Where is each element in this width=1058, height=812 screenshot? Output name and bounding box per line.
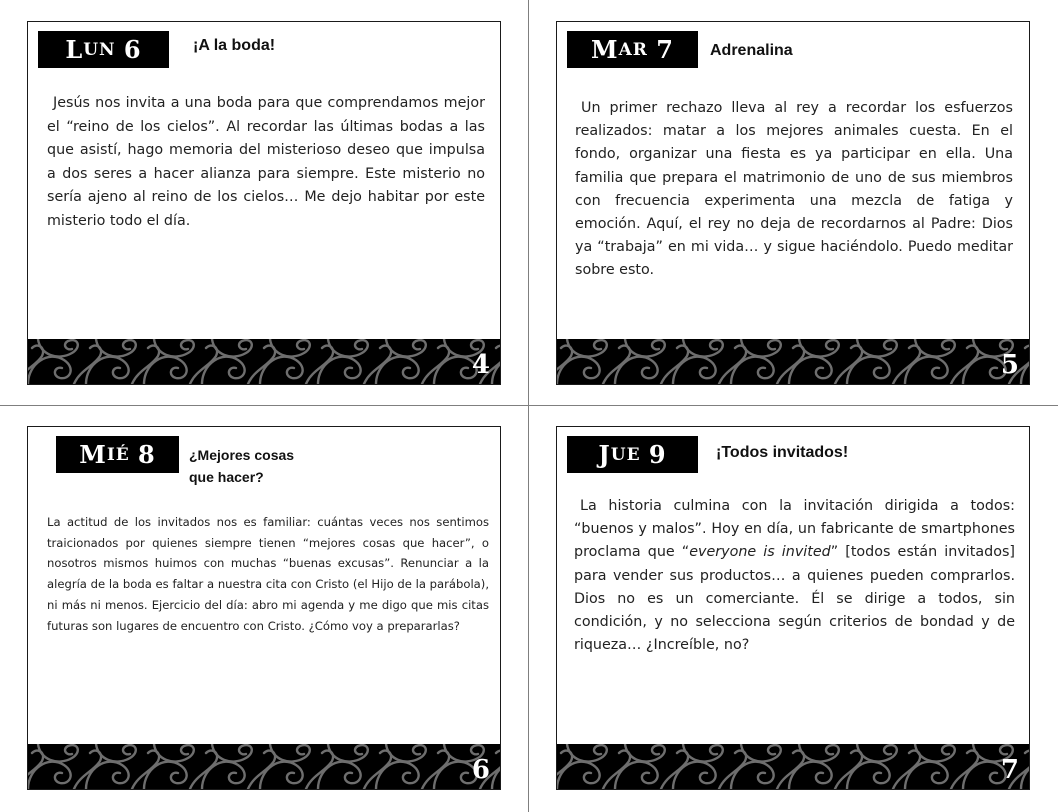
day-initial: J	[598, 440, 611, 469]
ornament-scroll	[905, 357, 948, 384]
card-text-content: Jesús nos invita a una boda para que comprendamos mejor el “reino de los cielos”. Al recordar las últimas bodas a las que asistí, hago memoria del misterioso deseo que impulsa a dos seres a hacer alianza para siempre. Este misterio no sería ajeno al reino de los cielos… Me dejo habitar por este misterio todo el día.	[47, 95, 485, 229]
ornament-scroll	[963, 762, 1006, 789]
card-title	[189, 444, 294, 488]
card-text-part-2: ” [todos están invitados] para vender sus productos… a quienes pueden comprarlos. Dios no es un comerciante. Él se dirige a todos, sin condición, y no selecciona según criterios de bondad y de riqueza… ¿Increíble, no?	[574, 544, 1015, 654]
ornament-scroll	[434, 357, 477, 384]
page-number: 6	[471, 755, 490, 785]
day-rest: IÉ	[106, 444, 130, 465]
ornament-scroll	[86, 357, 129, 384]
ornament-scroll	[673, 762, 716, 789]
ornament-pattern	[557, 339, 1030, 384]
ornament-pattern	[28, 744, 501, 789]
ornament-scroll	[144, 357, 187, 384]
ornament-scroll	[963, 357, 1006, 384]
day-number: 8	[138, 440, 156, 469]
ornament-scroll	[673, 357, 716, 384]
card-thursday	[556, 426, 1030, 790]
day-label	[567, 31, 698, 68]
ornament-pattern	[28, 339, 501, 384]
ornament-scroll	[28, 762, 71, 789]
ornament-pattern	[557, 744, 1030, 789]
ornament-scroll	[202, 762, 245, 789]
card-text-content: Un primer rechazo lleva al rey a recordar los esfuerzos realizados: matar a los mejores animales cuesta. En el fondo, organizar una fiesta es ya participar en ella. Una familia que prepara el matrimonio de uno de sus miembros con frecuencia experimenta una mezcla de fatiga y emoción. Aquí, el rey no deja de recordarnos al Padre: Dios ya “trabaja” en mi vida… y sigue haciéndolo. Puedo meditar sobre esto.	[575, 100, 1013, 279]
ornament-scroll	[731, 762, 774, 789]
card-text-emphasis: everyone is invited	[689, 544, 831, 561]
ornament-scroll	[557, 357, 600, 384]
ornament-scroll	[557, 762, 600, 789]
card-wednesday	[27, 426, 501, 790]
ornament-scroll	[1021, 357, 1030, 384]
cut-line-horizontal	[0, 405, 1058, 406]
page-number: 7	[1000, 755, 1019, 785]
day-number: 7	[656, 35, 674, 64]
ornament-scroll	[847, 762, 890, 789]
ornament-scroll	[260, 357, 303, 384]
ornament-scroll	[318, 762, 361, 789]
card-text	[575, 97, 1013, 283]
ornament-scroll	[28, 357, 71, 384]
ornament-band	[557, 744, 1029, 789]
card-monday	[27, 21, 501, 385]
cut-line-vertical	[528, 0, 529, 812]
ornament-scroll	[202, 357, 245, 384]
day-number: 6	[123, 35, 142, 64]
ornament-band	[28, 339, 500, 384]
ornament-scroll	[847, 357, 890, 384]
card-title: ¡Todos invitados!	[716, 444, 849, 461]
ornament-scroll	[789, 357, 832, 384]
day-initial: M	[591, 35, 619, 64]
card-text	[574, 495, 1015, 657]
ornament-scroll	[434, 762, 477, 789]
day-rest: AR	[618, 39, 648, 60]
ornament-scroll	[376, 357, 419, 384]
page-number: 4	[471, 350, 490, 380]
ornament-scroll	[86, 762, 129, 789]
card-tuesday	[556, 21, 1030, 385]
ornament-scroll	[1021, 762, 1030, 789]
ornament-scroll	[905, 762, 948, 789]
ornament-scroll	[615, 762, 658, 789]
day-label	[56, 436, 179, 473]
card-text	[47, 92, 485, 233]
ornament-scroll	[731, 357, 774, 384]
day-label	[567, 436, 698, 473]
page-number: 5	[1000, 350, 1019, 380]
day-initial: M	[79, 440, 107, 469]
ornament-scroll	[376, 762, 419, 789]
ornament-scroll	[318, 357, 361, 384]
ornament-scroll	[789, 762, 832, 789]
ornament-band	[557, 339, 1029, 384]
card-text: La actitud de los invitados nos es familiar: cuántas veces nos sentimos traicionados por quienes siempre tienen “mejores cosas que hacer”, o nosotros mismos huimos con muchas “buenas excusas”. Renunciar a la alegría de la boda es faltar a nuestra cita con Cristo (el Hijo de la parábola), ni más ni menos. Ejercicio del día: abro mi agenda y me digo que mis citas futuras son lugares de encuentro con Cristo. ¿Cómo voy a prepararlas?	[47, 515, 489, 633]
card-title: ¡A la boda!	[193, 37, 276, 54]
day-number: 9	[648, 440, 667, 469]
day-label	[38, 31, 169, 68]
day-rest: UE	[610, 444, 641, 465]
card-title-line-2: que hacer?	[189, 469, 264, 485]
card-title-line-1: ¿Mejores cosas	[189, 447, 295, 463]
ornament-scroll	[260, 762, 303, 789]
ornament-scroll	[492, 762, 501, 789]
ornament-scroll	[492, 357, 501, 384]
ornament-scroll	[615, 357, 658, 384]
ornament-band	[28, 744, 500, 789]
card-title: Adrenalina	[710, 42, 793, 59]
day-rest: UN	[83, 39, 116, 60]
card-text-part-1: La historia culmina con la invitación dirigida a todos: “buenos y malos”. Hoy en día, un fabricante de smartphones proclama que “	[574, 498, 1015, 561]
day-initial: L	[65, 35, 84, 64]
ornament-scroll	[144, 762, 187, 789]
